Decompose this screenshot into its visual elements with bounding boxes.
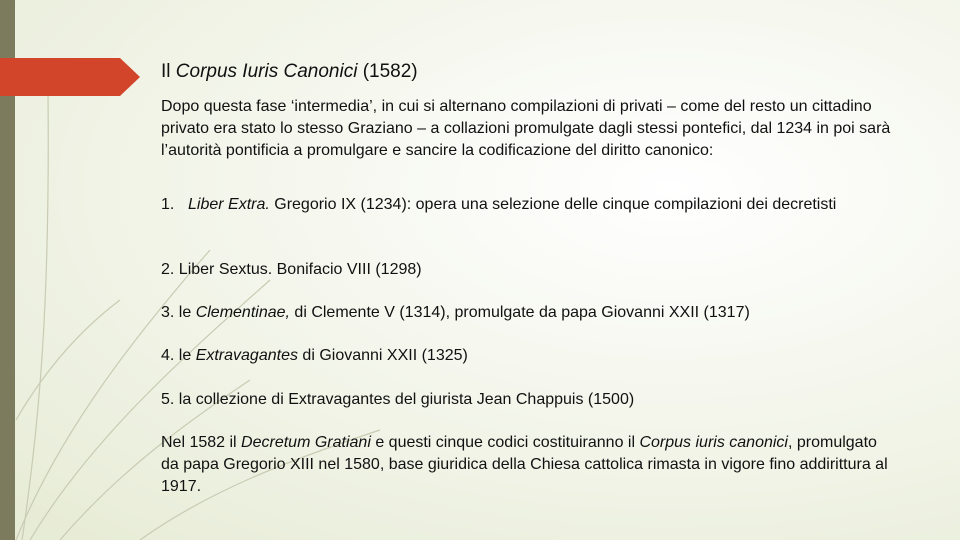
title-accent-tab bbox=[0, 58, 140, 96]
list-item-5: 5. la collezione di Extravagantes del giurista Jean Chappuis (1500) bbox=[161, 391, 635, 408]
list-item-1: 1. Liber Extra. Gregorio IX (1234): opera una selezione delle cinque compilazioni dei decretisti bbox=[161, 196, 837, 213]
list-item-2: 2. Liber Sextus. Bonifacio VIII (1298) bbox=[161, 261, 422, 278]
slide-title: Il Corpus Iuris Canonici (1582) bbox=[161, 61, 418, 82]
list-item-3: 3. le Clementinae, di Clemente V (1314), promulgate da papa Giovanni XXII (1317) bbox=[161, 304, 750, 321]
intro-paragraph: Dopo questa fase ‘intermedia’, in cui si alternano compilazioni di privati – come del resto un cittadino privato era stato lo stesso Graziano – a collazioni promulgate dagli stessi pontefici, dal 1234 in poi sarà l’autorità pontificia a promulgare e sancire la codificazione del diritto canonico: bbox=[161, 98, 891, 159]
list-item-4: 4. le Extravagantes di Giovanni XXII (1325) bbox=[161, 347, 468, 364]
conclusion-paragraph: Nel 1582 il Decretum Gratiani e questi cinque codici costituiranno il Corpus iuris canonici, promulgato da papa Gregorio XIII nel 1580, base giuridica della Chiesa cattolica rimasta in vigore fino addirittura al 1917. bbox=[161, 434, 888, 495]
